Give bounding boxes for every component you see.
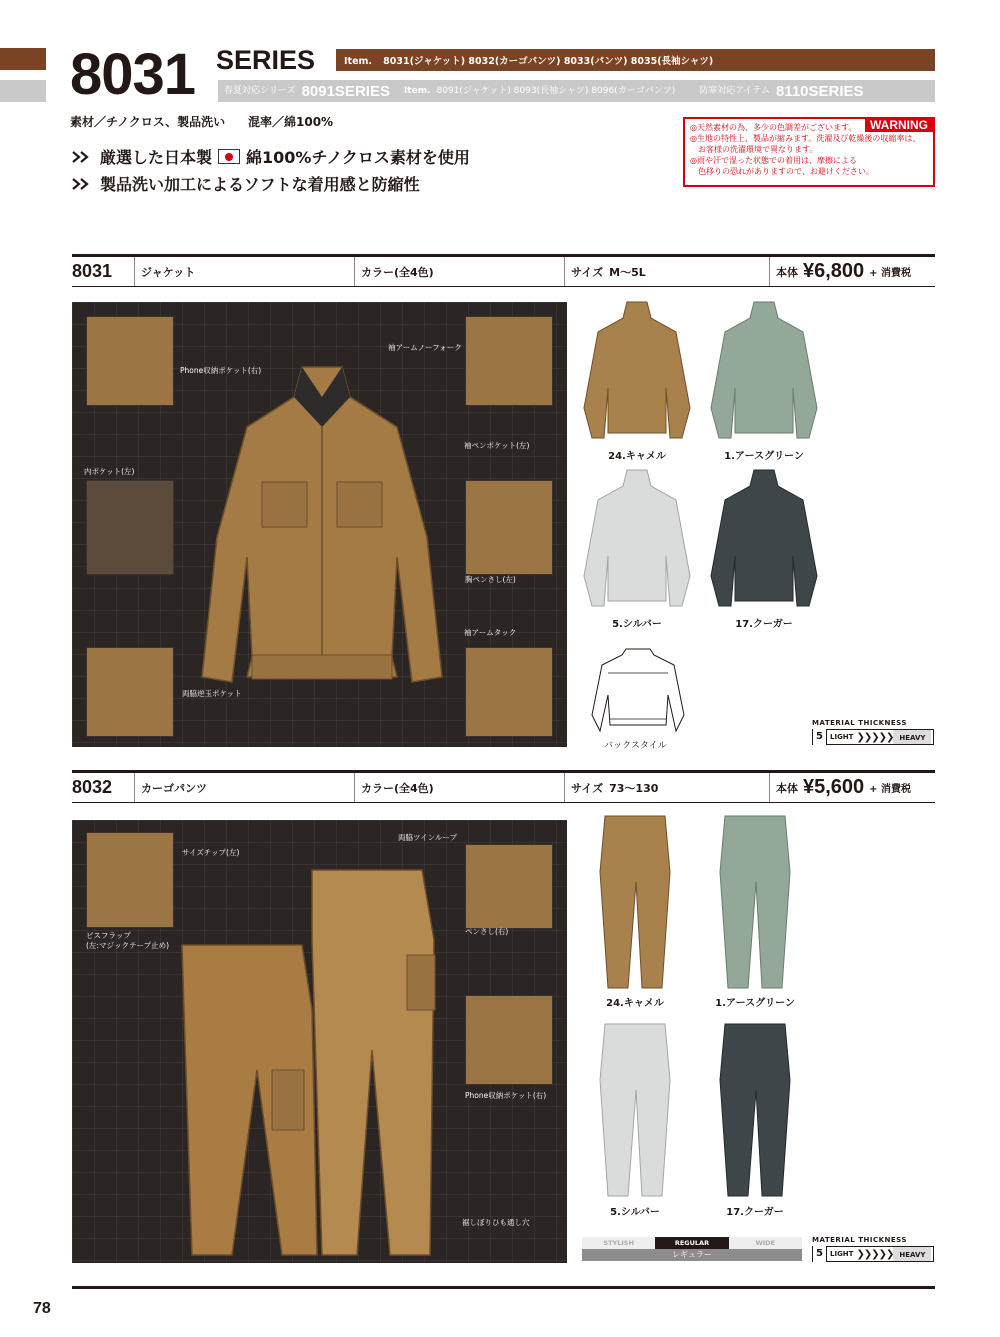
inset-side-pocket	[86, 647, 174, 737]
callout-hem: 裾しぼりひも通し穴	[462, 1218, 530, 1227]
jacket-variant	[578, 466, 696, 616]
jacket-thumb-image	[578, 466, 696, 616]
jacket-price-suffix: + 消費税	[869, 268, 912, 279]
pants-price: ¥5,600	[803, 776, 865, 798]
inset-arm-tuck	[465, 647, 553, 737]
header-gray-band-left	[0, 80, 46, 102]
warning-line: ◎雨や汗で湿った状態での着用は、摩擦による	[690, 156, 857, 165]
jacket-thumb-image	[705, 466, 823, 616]
pants-thumb-image	[590, 812, 680, 992]
series-word: SERIES	[216, 45, 316, 75]
spring-label: 春夏対応シリーズ	[224, 86, 296, 96]
pants-variant	[710, 1020, 800, 1200]
spring-items-prefix: Item.	[403, 86, 431, 96]
series-number: 8031	[70, 42, 196, 107]
pants-header	[72, 773, 935, 803]
items-prefix: Item.	[344, 56, 373, 67]
items-list: 8031(ジャケット) 8032(カーゴパンツ) 8033(パンツ) 8035(長袖シャツ)	[383, 56, 714, 67]
pants-thumb-image	[710, 1020, 800, 1200]
pants-size-label: サイズ	[571, 781, 604, 795]
pants-price-prefix: 本体	[776, 781, 798, 795]
callout-side-pocket: 両脇逆玉ポケット	[182, 689, 242, 698]
pants-code: 8032	[72, 777, 113, 797]
callout-arm-noforke: 袖アームノーフォーク	[388, 343, 462, 352]
inset-inner-pocket	[86, 480, 174, 575]
warning-line: お客様の洗濯環境で異なります。	[690, 145, 818, 154]
pants-main-image	[162, 860, 462, 1260]
spring-series: 8091SERIES	[301, 82, 390, 100]
warning-line: ◎生地の特性上、製品が縮みます。洗濯及び乾燥後の収縮率は、	[690, 134, 921, 143]
page-number: 78	[33, 1300, 51, 1317]
callout-phone-pocket: Phone収納ポケット(右)	[180, 366, 262, 375]
spring-band	[218, 80, 935, 102]
jacket-thickness-scale	[812, 729, 934, 745]
pants-photo-panel	[72, 820, 567, 1263]
feature-2-text: 製品洗い加工によるソフトな着用感と防縮性	[100, 175, 420, 194]
pants-size-cell	[564, 773, 769, 802]
pants-price-suffix: + 消費税	[869, 784, 912, 795]
header-brown-band-left	[0, 48, 46, 70]
pants-variant-label: 24.キャメル	[606, 998, 664, 1009]
pants-thickness-title: MATERIAL THICKNESS	[812, 1236, 907, 1244]
back-style-label: バックスタイル	[604, 741, 667, 751]
callout-chest-pen: 胸ペンさし(左)	[465, 575, 516, 584]
feature-1-text-b: 綿100%チノクロス素材を使用	[246, 148, 470, 167]
inset-bis-flap	[86, 832, 174, 928]
pants-size: 73〜130	[609, 781, 659, 795]
feature-1-text-a: 厳選した日本製	[100, 148, 213, 167]
jacket-price: ¥6,800	[803, 260, 865, 282]
jacket-variant	[705, 466, 823, 616]
fit-scale	[582, 1237, 802, 1261]
jacket-colors: カラー(全4色)	[354, 257, 564, 286]
fit-selected-label: レギュラー	[582, 1249, 802, 1261]
jacket-code: 8031	[72, 261, 113, 281]
material-text: 素材／チノクロス、製品洗い	[70, 115, 226, 129]
pants-thickness-scale	[812, 1246, 934, 1262]
callout-inner-pocket: 内ポケット(左)	[84, 467, 135, 476]
callout-phone-pocket-pants: Phone収納ポケット(右)	[465, 1091, 547, 1100]
thickness-arrows-icon: ❯❯❯❯❯	[856, 731, 894, 743]
callout-size-tip: サイズチップ(左)	[182, 848, 240, 857]
jacket-photo-panel	[72, 302, 567, 747]
fit-option-regular: REGULAR	[655, 1237, 728, 1249]
double-chevron-icon	[72, 151, 94, 163]
jacket-variant	[705, 298, 823, 448]
thickness-arrows-icon: ❯❯❯❯❯	[856, 1248, 894, 1260]
jacket-variant-label: 1.アースグリーン	[724, 451, 804, 462]
jacket-name: ジャケット	[134, 257, 354, 286]
back-style-sketch	[588, 645, 688, 737]
jacket-variant-label: 5.シルバー	[612, 619, 662, 630]
jacket-variant-label: 24.キャメル	[608, 451, 666, 462]
callout-pen: ペンさし(右)	[465, 927, 509, 936]
thickness-number: 5	[813, 1246, 827, 1262]
winter-label: 防寒対応アイテム	[699, 86, 770, 96]
jacket-size: M〜5L	[609, 265, 646, 279]
jacket-price-cell	[769, 257, 935, 286]
callout-arm-tuck: 袖アームタック	[464, 628, 517, 637]
inset-phone-pocket-pants	[465, 995, 553, 1085]
warning-tag: WARNING	[865, 119, 933, 132]
pants-variant-label: 5.シルバー	[610, 1207, 660, 1218]
callout-bis-flap-2: (左:マジックテープ止め)	[86, 941, 170, 950]
spring-items: 8091(ジャケット) 8093(長袖シャツ) 8096(カーゴパンツ)	[436, 86, 676, 96]
jacket-variant-label: 17.クーガー	[735, 619, 793, 630]
callout-sleeve-pen: 袖ペンポケット(左)	[464, 441, 530, 450]
thickness-heavy: HEAVY	[893, 1247, 931, 1261]
inset-phone-pocket	[86, 316, 174, 406]
blend-text: 混率／綿100%	[248, 115, 334, 129]
pants-thumb-image	[590, 1020, 680, 1200]
warning-box	[683, 117, 935, 187]
thickness-light: LIGHT	[827, 733, 856, 741]
items-band	[336, 49, 935, 71]
feature-2	[72, 172, 420, 195]
fit-option-wide: WIDE	[729, 1237, 802, 1249]
pants-colors: カラー(全4色)	[354, 773, 564, 802]
double-chevron-icon	[72, 178, 94, 190]
pants-name: カーゴパンツ	[134, 773, 354, 802]
japan-flag-icon	[218, 149, 240, 164]
winter-series: 8110SERIES	[775, 82, 864, 100]
jacket-main-image	[192, 357, 452, 742]
pants-variant	[710, 812, 800, 992]
jacket-price-prefix: 本体	[776, 265, 798, 279]
jacket-thumb-image	[578, 298, 696, 448]
inset-chest-pen	[465, 480, 553, 575]
callout-twin-loop: 両脇ツインループ	[398, 833, 458, 842]
inset-pen	[465, 844, 553, 929]
jacket-header	[72, 257, 935, 287]
jacket-size-cell	[564, 257, 769, 286]
inset-arm-noforke	[465, 316, 553, 406]
pants-variant	[590, 1020, 680, 1200]
thickness-heavy: HEAVY	[893, 730, 931, 744]
pants-variant-label: 17.クーガー	[726, 1207, 784, 1218]
warning-line: ◎天然素材の為、多少の色調差がございます。	[690, 123, 857, 132]
thickness-number: 5	[813, 729, 827, 745]
pants-variant-label: 1.アースグリーン	[715, 998, 795, 1009]
footer-rule	[72, 1286, 935, 1289]
jacket-variant	[578, 298, 696, 448]
pants-price-cell	[769, 773, 935, 802]
pants-variant	[590, 812, 680, 992]
callout-bis-flap: ビスフラップ	[86, 931, 131, 940]
jacket-thumb-image	[705, 298, 823, 448]
fit-option-stylish: STYLISH	[582, 1237, 655, 1249]
jacket-thickness-title: MATERIAL THICKNESS	[812, 719, 907, 727]
feature-1	[72, 145, 470, 168]
thickness-light: LIGHT	[827, 1250, 856, 1258]
jacket-size-label: サイズ	[571, 265, 604, 279]
warning-line: 色移りの恐れがありますので、お避けください。	[690, 167, 874, 176]
pants-thumb-image	[710, 812, 800, 992]
